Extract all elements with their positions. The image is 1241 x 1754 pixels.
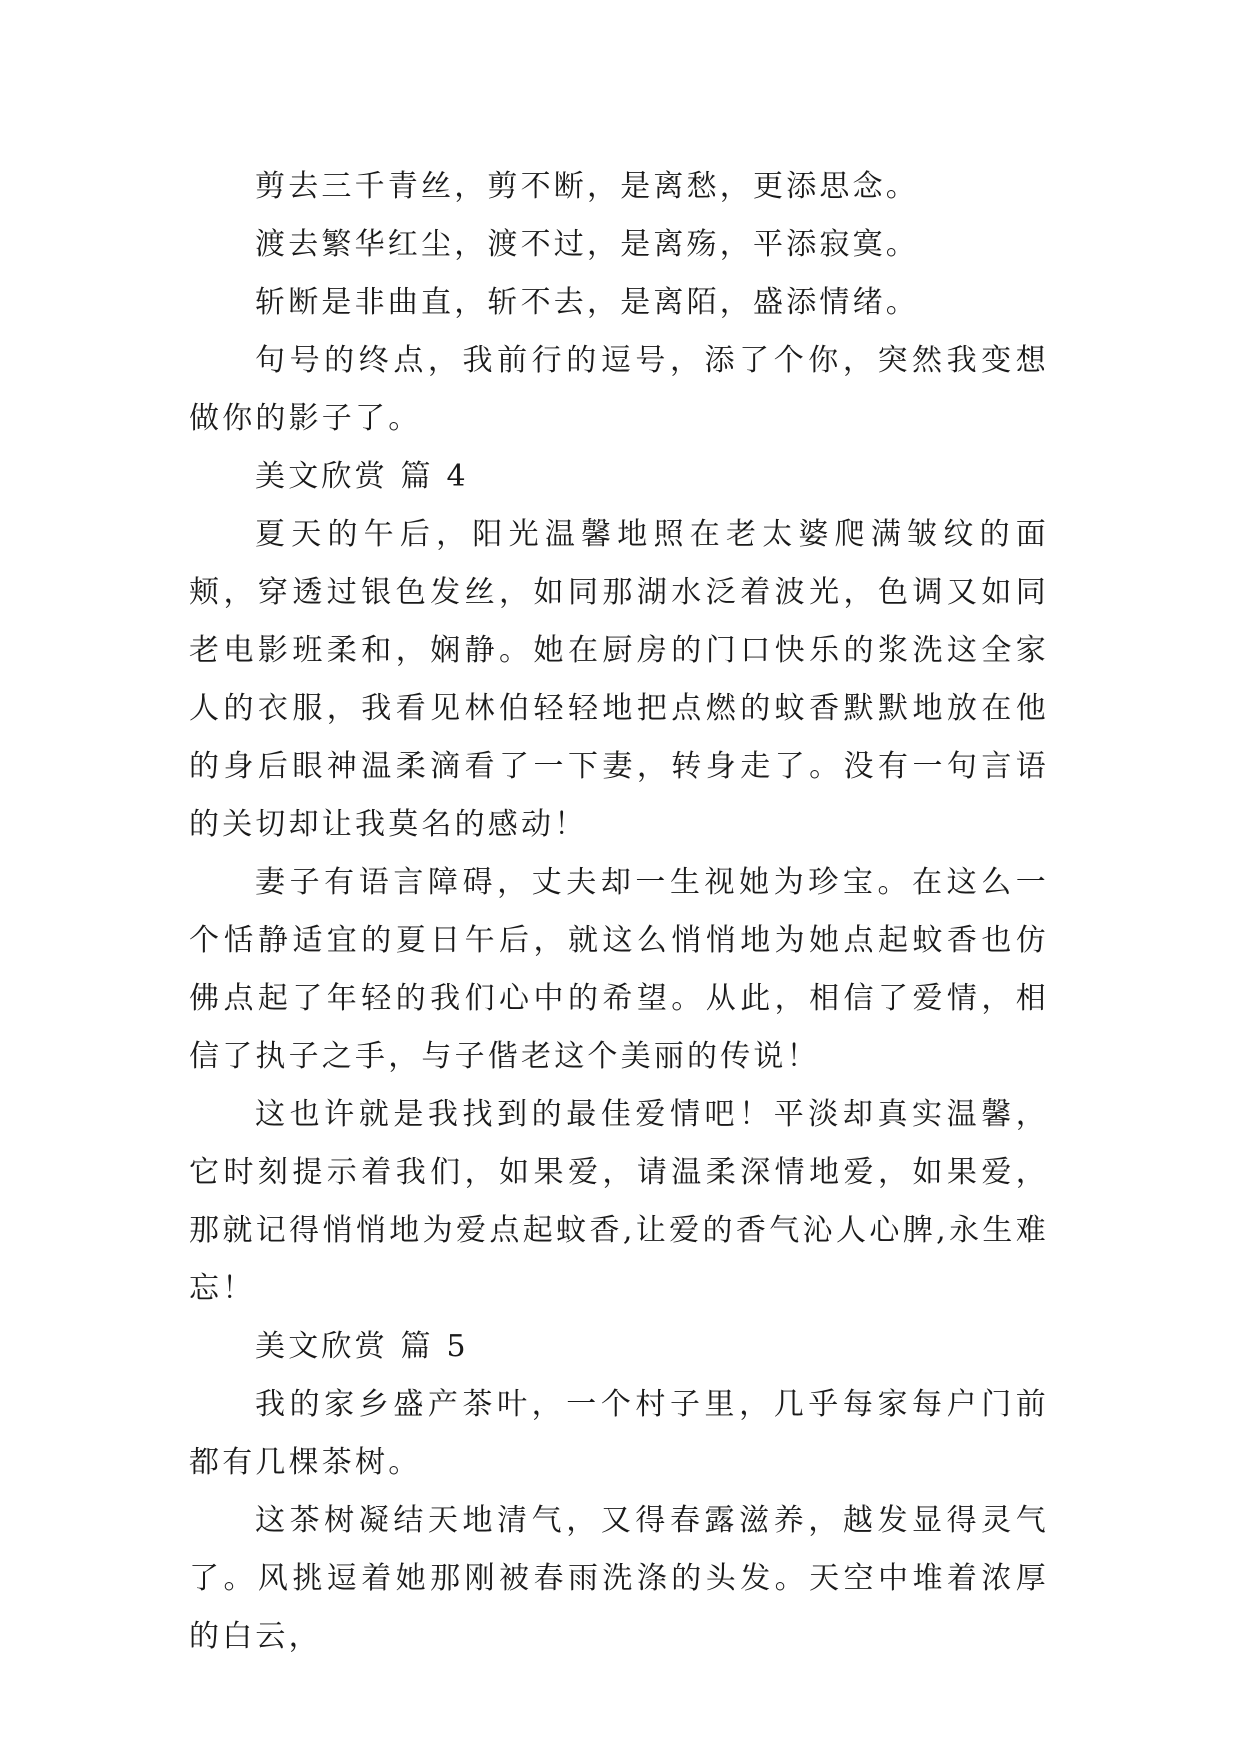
paragraph: 渡去繁华红尘，渡不过，是离殇，平添寂寞。 bbox=[255, 227, 919, 262]
paragraph: 斩断是非曲直，斩不去，是离陌，盛添情绪。 bbox=[255, 285, 919, 320]
paragraph: 这茶树凝结天地清气，又得春露滋养，越发显得灵气了。风挑逗着她那刚被春雨洗涤的头发。天空中堆着浓厚的白云， bbox=[189, 1503, 1049, 1654]
document-body bbox=[189, 158, 1049, 1666]
section-heading: 美文欣赏 篇 4 bbox=[255, 459, 469, 494]
paragraph: 句号的终点，我前行的逗号，添了个你，突然我变想做你的影子了。 bbox=[189, 343, 1049, 436]
paragraph: 这也许就是我找到的最佳爱情吧！平淡却真实温馨，它时刻提示着我们，如果爱，请温柔深情地爱，如果爱，那就记得悄悄地为爱点起蚊香,让爱的香气沁人心脾,永生难忘！ bbox=[189, 1097, 1049, 1306]
section-heading: 美文欣赏 篇 5 bbox=[255, 1329, 469, 1364]
paragraph: 妻子有语言障碍，丈夫却一生视她为珍宝。在这么一个恬静适宜的夏日午后，就这么悄悄地为她点起蚊香也仿佛点起了年轻的我们心中的希望。从此，相信了爱情，相信了执子之手，与子偕老这个美丽的传说！ bbox=[189, 865, 1049, 1074]
paragraph: 我的家乡盛产茶叶，一个村子里，几乎每家每户门前都有几棵茶树。 bbox=[189, 1387, 1049, 1480]
paragraph: 剪去三千青丝，剪不断，是离愁，更添思念。 bbox=[255, 169, 919, 204]
paragraph: 夏天的午后，阳光温馨地照在老太婆爬满皱纹的面颊，穿透过银色发丝，如同那湖水泛着波光，色调又如同老电影班柔和，娴静。她在厨房的门口快乐的浆洗这全家人的衣服，我看见林伯轻轻地把点燃的蚊香默默地放在他的身后眼神温柔滴看了一下妻，转身走了。没有一句言语的关切却让我莫名的感动！ bbox=[189, 517, 1049, 842]
